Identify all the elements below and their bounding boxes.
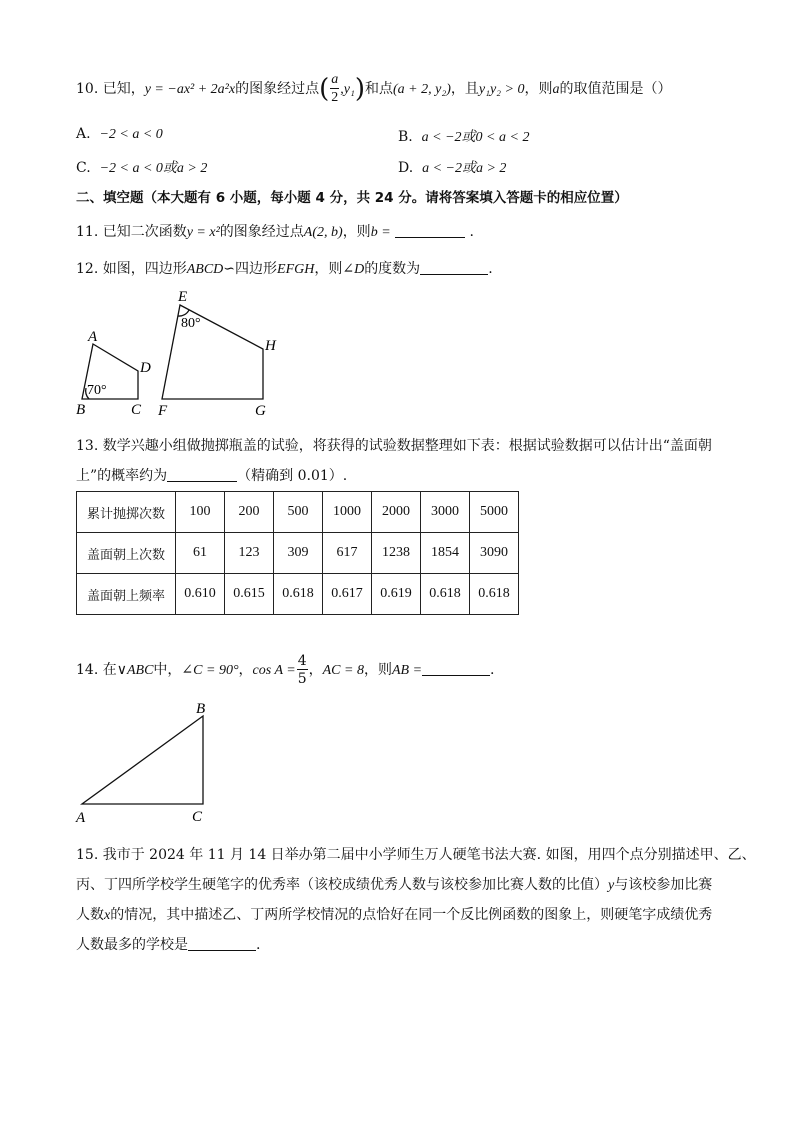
table-cell: 0.618 bbox=[421, 574, 470, 615]
q10-option-b[interactable] bbox=[398, 126, 529, 146]
q10-mid4: ，则 bbox=[524, 81, 553, 97]
label-c: C bbox=[131, 402, 142, 418]
table-cell: 1000 bbox=[323, 492, 372, 533]
q10-option-a-label: A. bbox=[76, 126, 91, 142]
table-cell: 0.615 bbox=[225, 574, 274, 615]
q10-open-paren: ( bbox=[319, 74, 330, 104]
q15-var-y: y bbox=[608, 878, 615, 893]
q12-mid: 四边形 bbox=[235, 261, 278, 277]
q10-function: y = −ax² + 2a²x bbox=[144, 82, 236, 97]
table-cell: 617 bbox=[323, 533, 372, 574]
label-a: A bbox=[76, 810, 86, 826]
q15-text2b: 与该校参加比赛 bbox=[614, 877, 713, 893]
q14-ab: AB = bbox=[391, 663, 423, 678]
q15-var-x: x bbox=[104, 908, 111, 923]
q13-text2b: （精确到 0.01）. bbox=[237, 468, 348, 484]
q14-fraction bbox=[297, 654, 308, 686]
table-cell: 5000 bbox=[470, 492, 519, 533]
q15-text3b: 的情况，其中描述乙、丁两所学校情况的点恰好在同一个反比例函数的图象上，则硬笔字成绩优秀 bbox=[110, 907, 713, 923]
q10-option-b-text: a < −2或0 < a < 2 bbox=[421, 130, 530, 145]
q11-stem bbox=[76, 221, 474, 241]
q15-text4a: 人数最多的学校是 bbox=[76, 937, 188, 953]
q11-point: A(2, b) bbox=[303, 225, 343, 240]
q12-answer-blank[interactable] bbox=[420, 260, 488, 275]
label-a: A bbox=[88, 329, 98, 345]
q10-option-c-text: −2 < a < 0或a > 2 bbox=[99, 161, 208, 176]
q13-line2 bbox=[76, 465, 347, 485]
table-cell: 0.618 bbox=[274, 574, 323, 615]
q10-mid1: 的图象经过点 bbox=[235, 81, 320, 97]
q14-number: 14. bbox=[76, 662, 99, 678]
q14-cos: cos A = bbox=[252, 663, 296, 678]
q13-number: 13. bbox=[76, 438, 99, 454]
q11-mid2: ，则 bbox=[342, 224, 371, 240]
table-cell: 1854 bbox=[421, 533, 470, 574]
q14-mid2: ，则 bbox=[363, 662, 392, 678]
q10-point2: (a + 2, y₂) bbox=[393, 82, 451, 97]
table-cell: 3090 bbox=[470, 533, 519, 574]
q10-point1-denominator: 2 bbox=[331, 90, 339, 105]
q13-line1 bbox=[76, 435, 712, 455]
q10-stem: 10. 已知，y = −ax² + 2a²x的图象经过点( $\frac{a}{2}$ ,y₁)和点(a + 2, y₂)，且y₁y₂ > 0，则a的取值范围是（） bbox=[76, 72, 672, 105]
q10-condition: y₁y₂ > 0 bbox=[478, 82, 525, 97]
q11-number: 11. bbox=[76, 224, 99, 240]
q10-option-b-label: B. bbox=[398, 129, 413, 145]
q13-answer-blank[interactable] bbox=[167, 467, 237, 482]
table-row bbox=[77, 492, 519, 533]
q14-sep2: ， bbox=[308, 662, 323, 678]
table-row bbox=[77, 574, 519, 615]
q10-variable: a bbox=[552, 82, 560, 97]
q12-tail: 的度数为 bbox=[364, 261, 421, 277]
row-header: 盖面朝上频率 bbox=[77, 574, 176, 615]
q15-line4 bbox=[76, 934, 260, 954]
q10-option-d[interactable] bbox=[398, 157, 506, 177]
q14-lead: 在 bbox=[102, 662, 117, 678]
table-row bbox=[77, 533, 519, 574]
q14-triangle: ∨ABC bbox=[116, 663, 154, 678]
label-b: B bbox=[196, 701, 206, 717]
q15-line3 bbox=[76, 904, 712, 924]
q10-option-a-text: −2 < a < 0 bbox=[99, 127, 163, 142]
q12-angle: ∠D bbox=[342, 262, 365, 277]
q15-end: . bbox=[256, 937, 261, 953]
q15-number: 15. bbox=[76, 847, 99, 863]
q11-end: . bbox=[469, 224, 474, 240]
q10-point1-fraction bbox=[330, 73, 339, 105]
q15-line1 bbox=[76, 844, 756, 864]
q10-option-c-label: C. bbox=[76, 160, 91, 176]
q15-answer-blank[interactable] bbox=[188, 936, 256, 951]
label-c: C bbox=[192, 809, 203, 825]
label-e: E bbox=[178, 289, 188, 305]
q12-figure bbox=[70, 285, 290, 420]
table-cell: 0.617 bbox=[323, 574, 372, 615]
table-cell: 3000 bbox=[421, 492, 470, 533]
table-cell: 0.610 bbox=[176, 574, 225, 615]
q10-option-d-text: a < −2或a > 2 bbox=[422, 161, 507, 176]
q12-mid2: ，则 bbox=[314, 261, 343, 277]
angle-e-label: 80° bbox=[181, 316, 201, 331]
q10-point1-y: y₁ bbox=[343, 82, 355, 97]
q12-number: 12. bbox=[76, 261, 99, 277]
q10-mid3: ，且 bbox=[450, 81, 479, 97]
label-g: G bbox=[255, 403, 266, 419]
q15-line2 bbox=[76, 874, 712, 894]
section-2-heading: 二、填空题（本大题有 6 小题，每小题 4 分，共 24 分。请将答案填入答题卡的相应位置） bbox=[76, 190, 628, 206]
q10-option-a[interactable] bbox=[76, 126, 163, 143]
table-cell: 61 bbox=[176, 533, 225, 574]
q13-data-table bbox=[76, 491, 519, 615]
label-h: H bbox=[265, 338, 276, 354]
angle-b-label: 70° bbox=[87, 383, 107, 398]
q14-stem bbox=[76, 653, 494, 687]
q14-angle: ∠C = 90° bbox=[181, 663, 239, 678]
table-cell: 0.618 bbox=[470, 574, 519, 615]
q12-similar: ∽ bbox=[223, 261, 236, 277]
row-header: 盖面朝上次数 bbox=[77, 533, 176, 574]
q10-close-paren: ) bbox=[354, 74, 366, 104]
q14-fraction-denominator: 5 bbox=[297, 671, 307, 687]
table-cell: 2000 bbox=[372, 492, 421, 533]
table-cell: 309 bbox=[274, 533, 323, 574]
q14-fraction-numerator: 4 bbox=[297, 653, 307, 669]
table-cell: 100 bbox=[176, 492, 225, 533]
label-d: D bbox=[140, 360, 151, 376]
q14-end: . bbox=[490, 662, 495, 678]
q11-function: y = x² bbox=[186, 225, 220, 240]
q12-quad2: EFGH bbox=[277, 262, 315, 277]
q14-mid: 中， bbox=[153, 662, 182, 678]
q10-lead: 已知， bbox=[102, 81, 145, 97]
q13-text1: 数学兴趣小组做抛掷瓶盖的试验，将获得的试验数据整理如下表：根据试验数据可以估计出“盖面朝 bbox=[102, 438, 712, 454]
q14-ac: AC = 8 bbox=[322, 663, 364, 678]
label-f: F bbox=[158, 403, 168, 419]
row-header: 累计抛掷次数 bbox=[77, 492, 176, 533]
q14-figure bbox=[70, 698, 220, 828]
q15-text2a: 丙、丁四所学校学生硬笔字的优秀率（该校成绩优秀人数与该校参加比赛人数的比值） bbox=[76, 877, 608, 893]
q15-text1: 我市于 2024 年 11 月 14 日举办第二届中小学师生万人硬笔书法大赛. 如图，用四个点分别描述甲、乙、 bbox=[102, 847, 756, 863]
q10-tail: 的取值范围是（） bbox=[559, 81, 672, 97]
q10-option-c[interactable] bbox=[76, 157, 207, 177]
q10-option-d-label: D. bbox=[398, 160, 414, 176]
q11-equation: b = bbox=[370, 225, 391, 240]
triangle-abc bbox=[82, 716, 203, 804]
q12-quad1: ABCD bbox=[186, 262, 224, 277]
q14-answer-blank[interactable] bbox=[422, 661, 490, 676]
q10-point1-numerator: a bbox=[331, 72, 339, 87]
quad-efgh bbox=[162, 305, 263, 399]
table-cell: 500 bbox=[274, 492, 323, 533]
q13-text2a: 上”的概率约为 bbox=[76, 468, 168, 484]
q12-lead: 如图，四边形 bbox=[102, 261, 187, 277]
q12-end: . bbox=[488, 261, 493, 277]
q14-sep1: ， bbox=[238, 662, 253, 678]
q11-lead: 已知二次函数 bbox=[102, 224, 187, 240]
q15-text3a: 人数 bbox=[76, 907, 104, 923]
table-cell: 0.619 bbox=[372, 574, 421, 615]
q11-answer-blank[interactable] bbox=[395, 223, 465, 238]
table-cell: 123 bbox=[225, 533, 274, 574]
label-b: B bbox=[76, 402, 86, 418]
q10-number: 10. bbox=[76, 81, 99, 97]
q11-mid: 的图象经过点 bbox=[219, 224, 304, 240]
table-cell: 200 bbox=[225, 492, 274, 533]
q12-stem bbox=[76, 258, 493, 278]
q10-mid2: 和点 bbox=[365, 81, 394, 97]
table-cell: 1238 bbox=[372, 533, 421, 574]
